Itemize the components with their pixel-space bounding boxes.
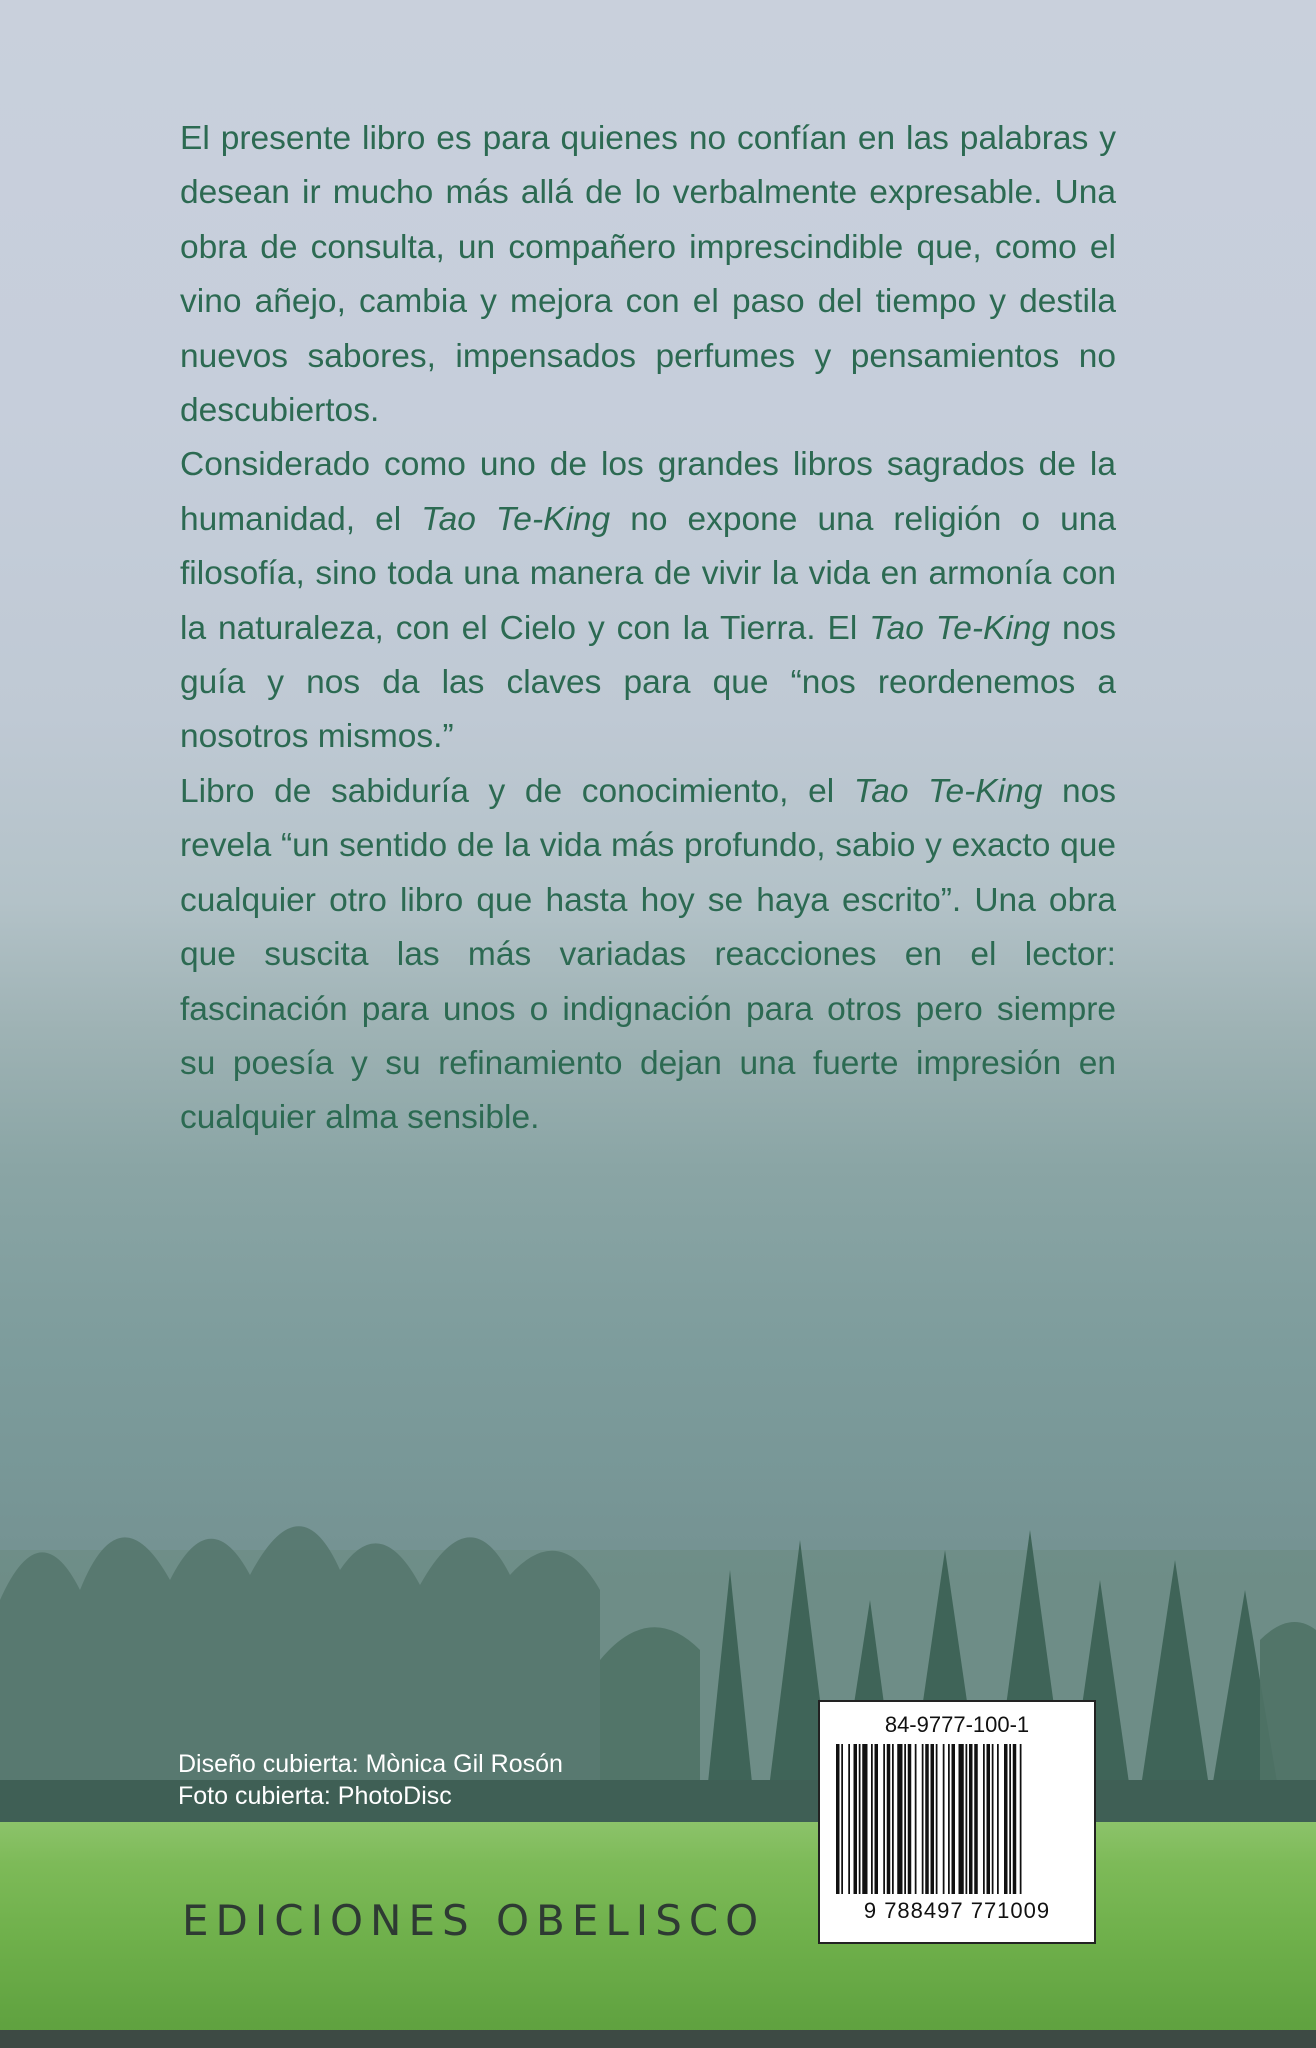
barcode-bar <box>883 1744 885 1894</box>
barcode-bar <box>887 1744 891 1894</box>
barcode-bar <box>987 1744 991 1894</box>
title-italic: Tao Te-King <box>853 772 1043 810</box>
barcode-bar <box>1020 1744 1022 1894</box>
barcode-bar <box>904 1744 906 1894</box>
barcode-bar <box>925 1744 929 1894</box>
p2-part-a: Considerado como uno de los grandes libros sagrados de la humanidad, el <box>180 446 1116 538</box>
barcode-bar <box>1009 1744 1011 1894</box>
barcode-bar <box>854 1744 858 1894</box>
barcode-bar <box>943 1744 945 1894</box>
barcode-bar <box>915 1744 917 1894</box>
p2-part-b: no expone una religión o una filosofía, sino toda una manera de vivir la vida en armonía con la naturaleza, con el Cielo y con la Tierra. El <box>180 500 1116 647</box>
publisher-name: EDICIONES OBELISCO <box>182 1896 766 1945</box>
barcode-bar <box>1013 1744 1017 1894</box>
barcode-bar <box>952 1744 956 1894</box>
barcode-bar <box>992 1744 994 1894</box>
barcode-bar <box>871 1744 873 1894</box>
blurb-paragraph-3 <box>180 765 1116 1146</box>
barcode-bar <box>983 1744 985 1894</box>
barcode-bar <box>836 1744 840 1894</box>
blurb-text <box>180 112 1116 1146</box>
barcode-bar <box>936 1744 938 1894</box>
barcode-bar <box>959 1744 964 1894</box>
barcode-bar <box>892 1744 894 1894</box>
barcode-bar <box>908 1744 912 1894</box>
barcode-bar <box>897 1744 902 1894</box>
title-italic: Tao Te-King <box>421 500 611 538</box>
barcode-bar <box>969 1744 973 1894</box>
ean-13: 9 788497 771009 <box>863 1898 1051 1923</box>
p3-part-b: nos revela “un sentido de la vida más profundo, sabio y exacto que cualquier otro libro que hasta hoy se haya escrito”. Una obra que suscita las más variadas reacciones en el lector: fascinación para unos o indignación para otros pero siempre su poesía y su refinamiento dejan una fuerte impresión en cualquier alma sensible. <box>180 772 1116 1137</box>
p3-part-a: Libro de sabiduría y de conocimiento, el <box>180 772 854 810</box>
blurb-paragraph-1: El presente libro es para quienes no confían en las palabras y desean ir mucho más allá de lo verbalmente expresable. Una obra de consulta, un compañero imprescindible que, como el vino añejo, cambia y mejora con el paso del tiempo y destila nuevos sabores, impensados perfumes y pensamientos no descubiertos. <box>180 120 1116 430</box>
design-credit: Diseño cubierta: Mònica Gil Rosón <box>178 1750 563 1778</box>
barcode-panel <box>818 1700 1096 1944</box>
barcode-bars <box>834 1744 1080 1894</box>
photo-credit: Foto cubierta: PhotoDisc <box>178 1782 452 1810</box>
barcode-bar <box>966 1744 968 1894</box>
barcode-bar <box>948 1744 950 1894</box>
barcode-bar <box>848 1744 850 1894</box>
barcode-bar <box>875 1744 879 1894</box>
barcode-bar <box>859 1744 861 1894</box>
barcode-bar <box>1004 1744 1008 1894</box>
barcode-bar <box>922 1744 924 1894</box>
blurb-paragraph-2 <box>180 438 1116 764</box>
bottom-edge <box>0 2030 1316 2048</box>
title-italic: Tao Te-King <box>869 609 1051 647</box>
barcode-bar <box>862 1744 867 1894</box>
p2-part-c: nos guía y nos da las claves para que “nos reordenemos a nosotros mismos.” <box>180 609 1116 756</box>
barcode-bar <box>974 1744 978 1894</box>
barcode-bar <box>841 1744 843 1894</box>
barcode-bar <box>931 1744 935 1894</box>
barcode-bar <box>997 1744 999 1894</box>
isbn-10: 84-9777-100-1 <box>884 1712 1030 1737</box>
cover-credits <box>178 1748 563 1812</box>
